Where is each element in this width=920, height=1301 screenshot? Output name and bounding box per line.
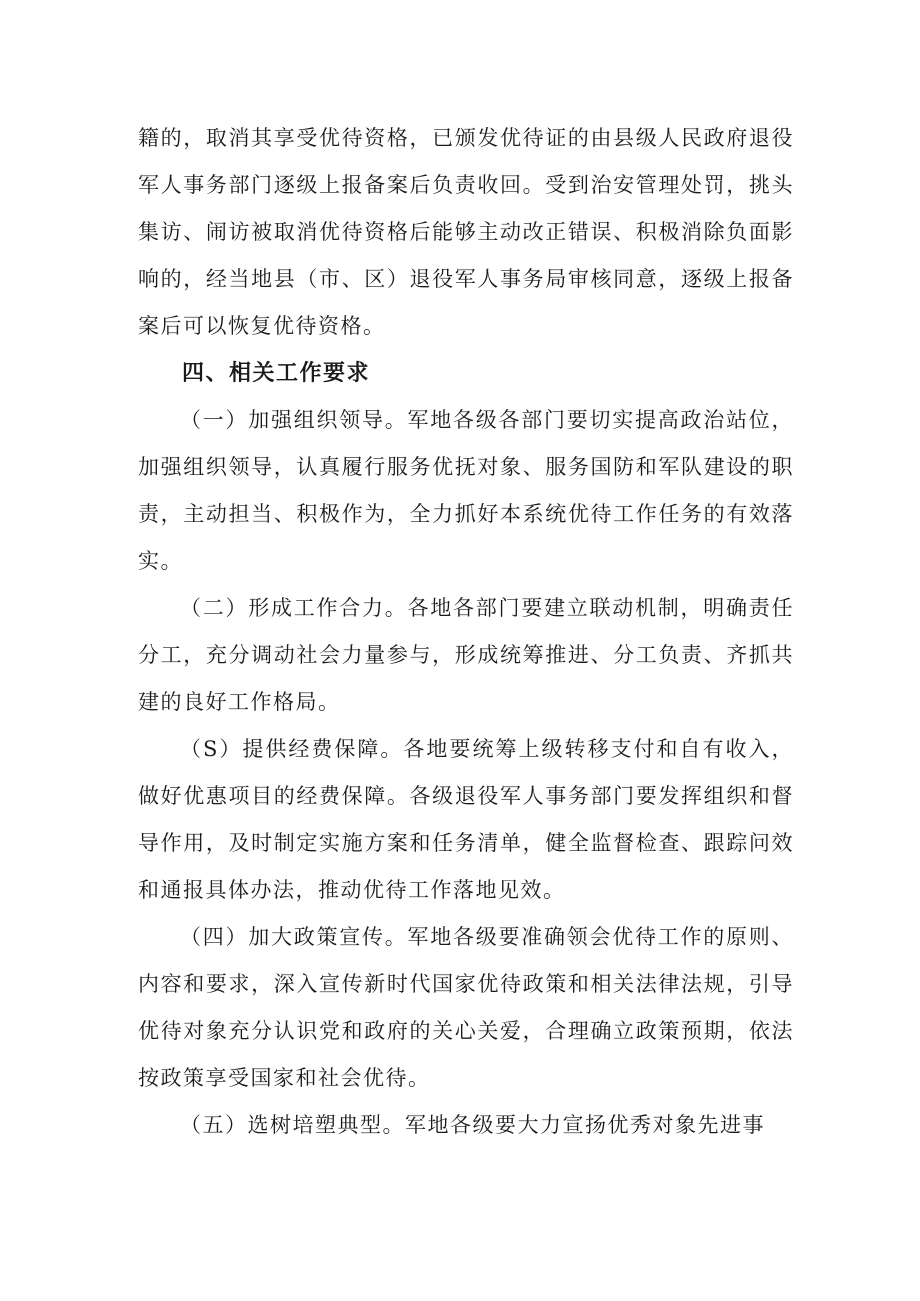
paragraph-continuation: 籍的，取消其享受优待资格，已颁发优待证的由县级人民政府退役军人事务部门逐级上报备案后负责收回。受到治安管理处罚，挑头集访、闹访被取消优待资格后能够主动改正错误、积极消除负面影响的，经当地县（市、区）退役军人事务局审核同意，逐级上报备案后可以恢复优待资格。 bbox=[138, 126, 794, 338]
section-heading: 四、相关工作要求 bbox=[182, 361, 371, 386]
paragraph-item-5: （五）选树培塑典型。军地各级要大力宣扬优秀对象先进事 bbox=[180, 1113, 765, 1137]
paragraph-item-2: （二）形成工作合力。各地各部门要建立联动机制，明确责任分工，充分调动社会力量参与，形成统筹推进、分工负责、齐抓共建的良好工作格局。 bbox=[138, 596, 794, 714]
document-body bbox=[138, 115, 794, 1149]
paragraph-item-1: （一）加强组织领导。军地各级各部门要切实提高政治站位，加强组织领导，认真履行服务优抚对象、服务国防和军队建设的职责，主动担当、积极作为，全力抓好本系统优待工作任务的有效落实。 bbox=[138, 408, 794, 573]
paragraph-item-3: （S）提供经费保障。各地要统筹上级转移支付和自有收入，做好优惠项目的经费保障。各级退役军人事务部门要发挥组织和督导作用，及时制定实施方案和任务清单，健全监督检查、跟踪问效和通报具体办法，推动优待工作落地见效。 bbox=[138, 737, 794, 902]
paragraph-item-4: （四）加大政策宣传。军地各级要准确领会优待工作的原则、内容和要求，深入宣传新时代国家优待政策和相关法律法规，引导优待对象充分认识党和政府的关心关爱，合理确立政策预期，依法按政策享受国家和社会优待。 bbox=[138, 925, 794, 1090]
